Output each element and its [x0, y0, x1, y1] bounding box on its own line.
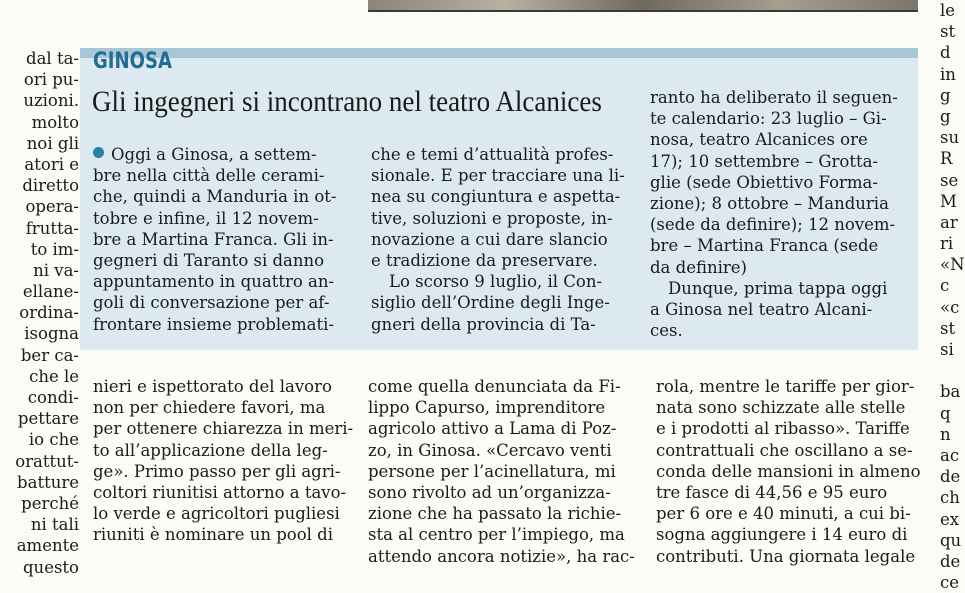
text-line: orattut- — [15, 451, 79, 471]
text-line: nieri e ispettorato del lavoro — [93, 377, 332, 396]
text-line: da definire) — [650, 257, 747, 277]
text-line: e i prodotti al ribasso». Tariffe — [656, 419, 910, 439]
text-line: zione che ha passato la richie- — [368, 504, 622, 524]
text-line: nata sono schizzate alle stelle — [656, 398, 906, 418]
text-line: g — [940, 106, 951, 126]
text-line: questo — [23, 557, 79, 577]
text-line: qu — [940, 530, 962, 550]
text-line: se — [940, 170, 959, 190]
text-line: a Ginosa nel teatro Alcani- — [650, 299, 873, 319]
article-column-3 — [650, 87, 898, 341]
text-line: le — [940, 1, 956, 20]
text-line: bre nella città delle cerami- — [93, 166, 325, 186]
text-line: ba — [940, 382, 961, 402]
text-line: ac — [940, 445, 960, 465]
text-line: lo verde e agricoltori pugliesi — [93, 504, 340, 524]
text-line: «N — [940, 255, 965, 275]
text-line: g — [940, 85, 951, 105]
text-line: de — [940, 467, 961, 487]
text-line: Oggi a Ginosa, a settem- — [111, 145, 317, 164]
text-line: st — [940, 318, 956, 338]
text-line: q — [940, 403, 951, 423]
text-line: noi gli — [26, 133, 79, 153]
text-line: d — [940, 43, 951, 63]
text-line: che e temi d’attualità profes- — [371, 145, 614, 164]
right-column-fragments — [940, 0, 965, 593]
text-line: tive, soluzioni e proposte, in- — [371, 208, 613, 228]
text-line — [940, 360, 960, 381]
text-line: bre – Martina Franca (sede — [650, 236, 879, 256]
text-line: isogna — [24, 324, 79, 344]
text-line: rola, mentre le tariffe per gior- — [656, 377, 915, 396]
text-line: sta al centro per l’impiego, ma — [368, 525, 625, 545]
text-line: n — [940, 424, 951, 444]
text-line: atori e — [24, 154, 79, 174]
text-line: gegneri di Taranto si danno — [93, 250, 325, 270]
text-line: bre a Martina Franca. Gli in- — [93, 229, 334, 249]
text-line: ellane- — [22, 282, 79, 302]
text-line: glie (sede Obiettivo Forma- — [650, 172, 878, 192]
text-line: ori pu- — [23, 70, 79, 90]
text-line: e tradizione da preservare. — [371, 250, 598, 270]
text-line: ber ca- — [20, 345, 79, 365]
text-line: amente — [16, 536, 79, 556]
article-kicker: GINOSA — [93, 49, 172, 74]
text-line: frontare insieme problemati- — [93, 314, 334, 334]
text-line: «c — [940, 297, 960, 317]
text-line: agricolo attivo a Lama di Poz- — [368, 419, 617, 439]
text-line: siglio dell’Ordine degli Inge- — [371, 293, 610, 313]
text-line: ce — [940, 573, 960, 593]
text-line: riuniti è nominare un pool di — [93, 525, 333, 545]
article-column-2 — [371, 144, 625, 335]
text-line: ge». Primo passo per gli agri- — [93, 461, 341, 481]
top-photo-strip — [368, 0, 918, 12]
text-line: perché — [21, 493, 79, 513]
text-line: si — [940, 340, 954, 359]
text-line: R — [940, 149, 953, 169]
text-line: appuntamento in quattro an- — [93, 272, 335, 292]
text-line: contributi. Una giornata legale — [656, 546, 916, 566]
text-line: ni va- — [33, 260, 79, 280]
article-headline: Gli ingegneri si incontrano nel teatro Alcanices — [92, 85, 602, 118]
text-line: dal ta- — [26, 49, 79, 68]
text-line: in — [940, 64, 956, 84]
below-column-2 — [368, 376, 635, 567]
text-line: che le — [29, 366, 79, 386]
text-line: lippo Capurso, imprenditore — [368, 398, 606, 418]
text-line: tobre e infine, il 12 novem- — [93, 208, 319, 228]
text-line: gneri della provincia di Ta- — [371, 314, 596, 334]
text-line: persone per l’acinellatura, mi — [368, 461, 616, 481]
text-line: opera- — [25, 197, 79, 217]
below-column-1 — [93, 376, 353, 546]
text-line: diretto — [22, 176, 79, 196]
text-line: ar — [940, 212, 958, 232]
text-line: condi- — [27, 388, 79, 407]
text-line: sogna aggiungere i 14 euro di — [656, 525, 908, 545]
text-line: 17); 10 settembre – Grotta- — [650, 151, 879, 171]
text-line: (sede da definire); 12 novem- — [650, 215, 896, 235]
text-line: ex — [940, 509, 960, 529]
text-line: Dunque, prima tappa oggi — [668, 278, 888, 298]
left-column-fragments — [0, 48, 79, 578]
text-line: su — [940, 128, 960, 148]
text-line: uzioni. — [23, 91, 79, 111]
text-line: ranto ha deliberato il seguen- — [650, 88, 898, 107]
text-line: contrattuali che oscillano a se- — [656, 440, 913, 460]
text-line: te calendario: 23 luglio – Gi- — [650, 109, 887, 129]
below-column-3 — [656, 376, 921, 567]
text-line: novazione a cui dare slancio — [371, 229, 608, 249]
text-line: nea su congiuntura e aspetta- — [371, 187, 621, 207]
text-line: frutta- — [25, 218, 79, 238]
text-line: to all’applicazione della leg- — [93, 440, 328, 460]
text-line: ni tali — [30, 515, 79, 535]
text-line: st — [940, 22, 956, 42]
text-line: sionale. E per tracciare una li- — [371, 166, 625, 186]
text-line: pettare — [17, 409, 79, 429]
text-line: nosa, teatro Alcanices ore — [650, 130, 868, 150]
text-line: per ottenere chiarezza in meri- — [93, 419, 354, 439]
text-line: conda delle mansioni in almeno — [656, 461, 921, 481]
text-line: ces. — [650, 321, 683, 341]
text-line: ch — [940, 488, 960, 508]
text-line: c — [940, 276, 950, 296]
text-line: attendo ancora notizie», ha rac- — [368, 546, 635, 566]
text-line: ri — [940, 234, 954, 254]
text-line: batture — [17, 472, 79, 492]
article-column-1 — [93, 144, 336, 335]
text-line: goli di conversazione per af- — [93, 293, 330, 313]
text-line: zo, in Ginosa. «Cercavo venti — [368, 440, 612, 460]
text-line: che, quindi a Manduria in ot- — [93, 187, 337, 207]
text-line: to im- — [30, 239, 79, 259]
text-line: non per chiedere favori, ma — [93, 398, 326, 418]
text-line: io che — [28, 430, 79, 450]
text-line: molto — [31, 112, 79, 132]
text-line: ordina- — [19, 303, 79, 323]
text-line: come quella denunciata da Fi- — [368, 377, 621, 396]
text-line: coltori riunitisi attorno a tavo- — [93, 482, 347, 502]
text-line: tre fasce di 44,56 e 95 euro — [656, 482, 888, 502]
text-line: sono rivolto ad un’organizza- — [368, 482, 611, 502]
text-line: M — [940, 191, 957, 211]
text-line: per 6 ore e 40 minuti, a cui bi- — [656, 504, 911, 524]
text-line: zione); 8 ottobre – Manduria — [650, 193, 889, 213]
text-line: de — [940, 551, 961, 571]
text-line: Lo scorso 9 luglio, il Con- — [389, 272, 603, 292]
